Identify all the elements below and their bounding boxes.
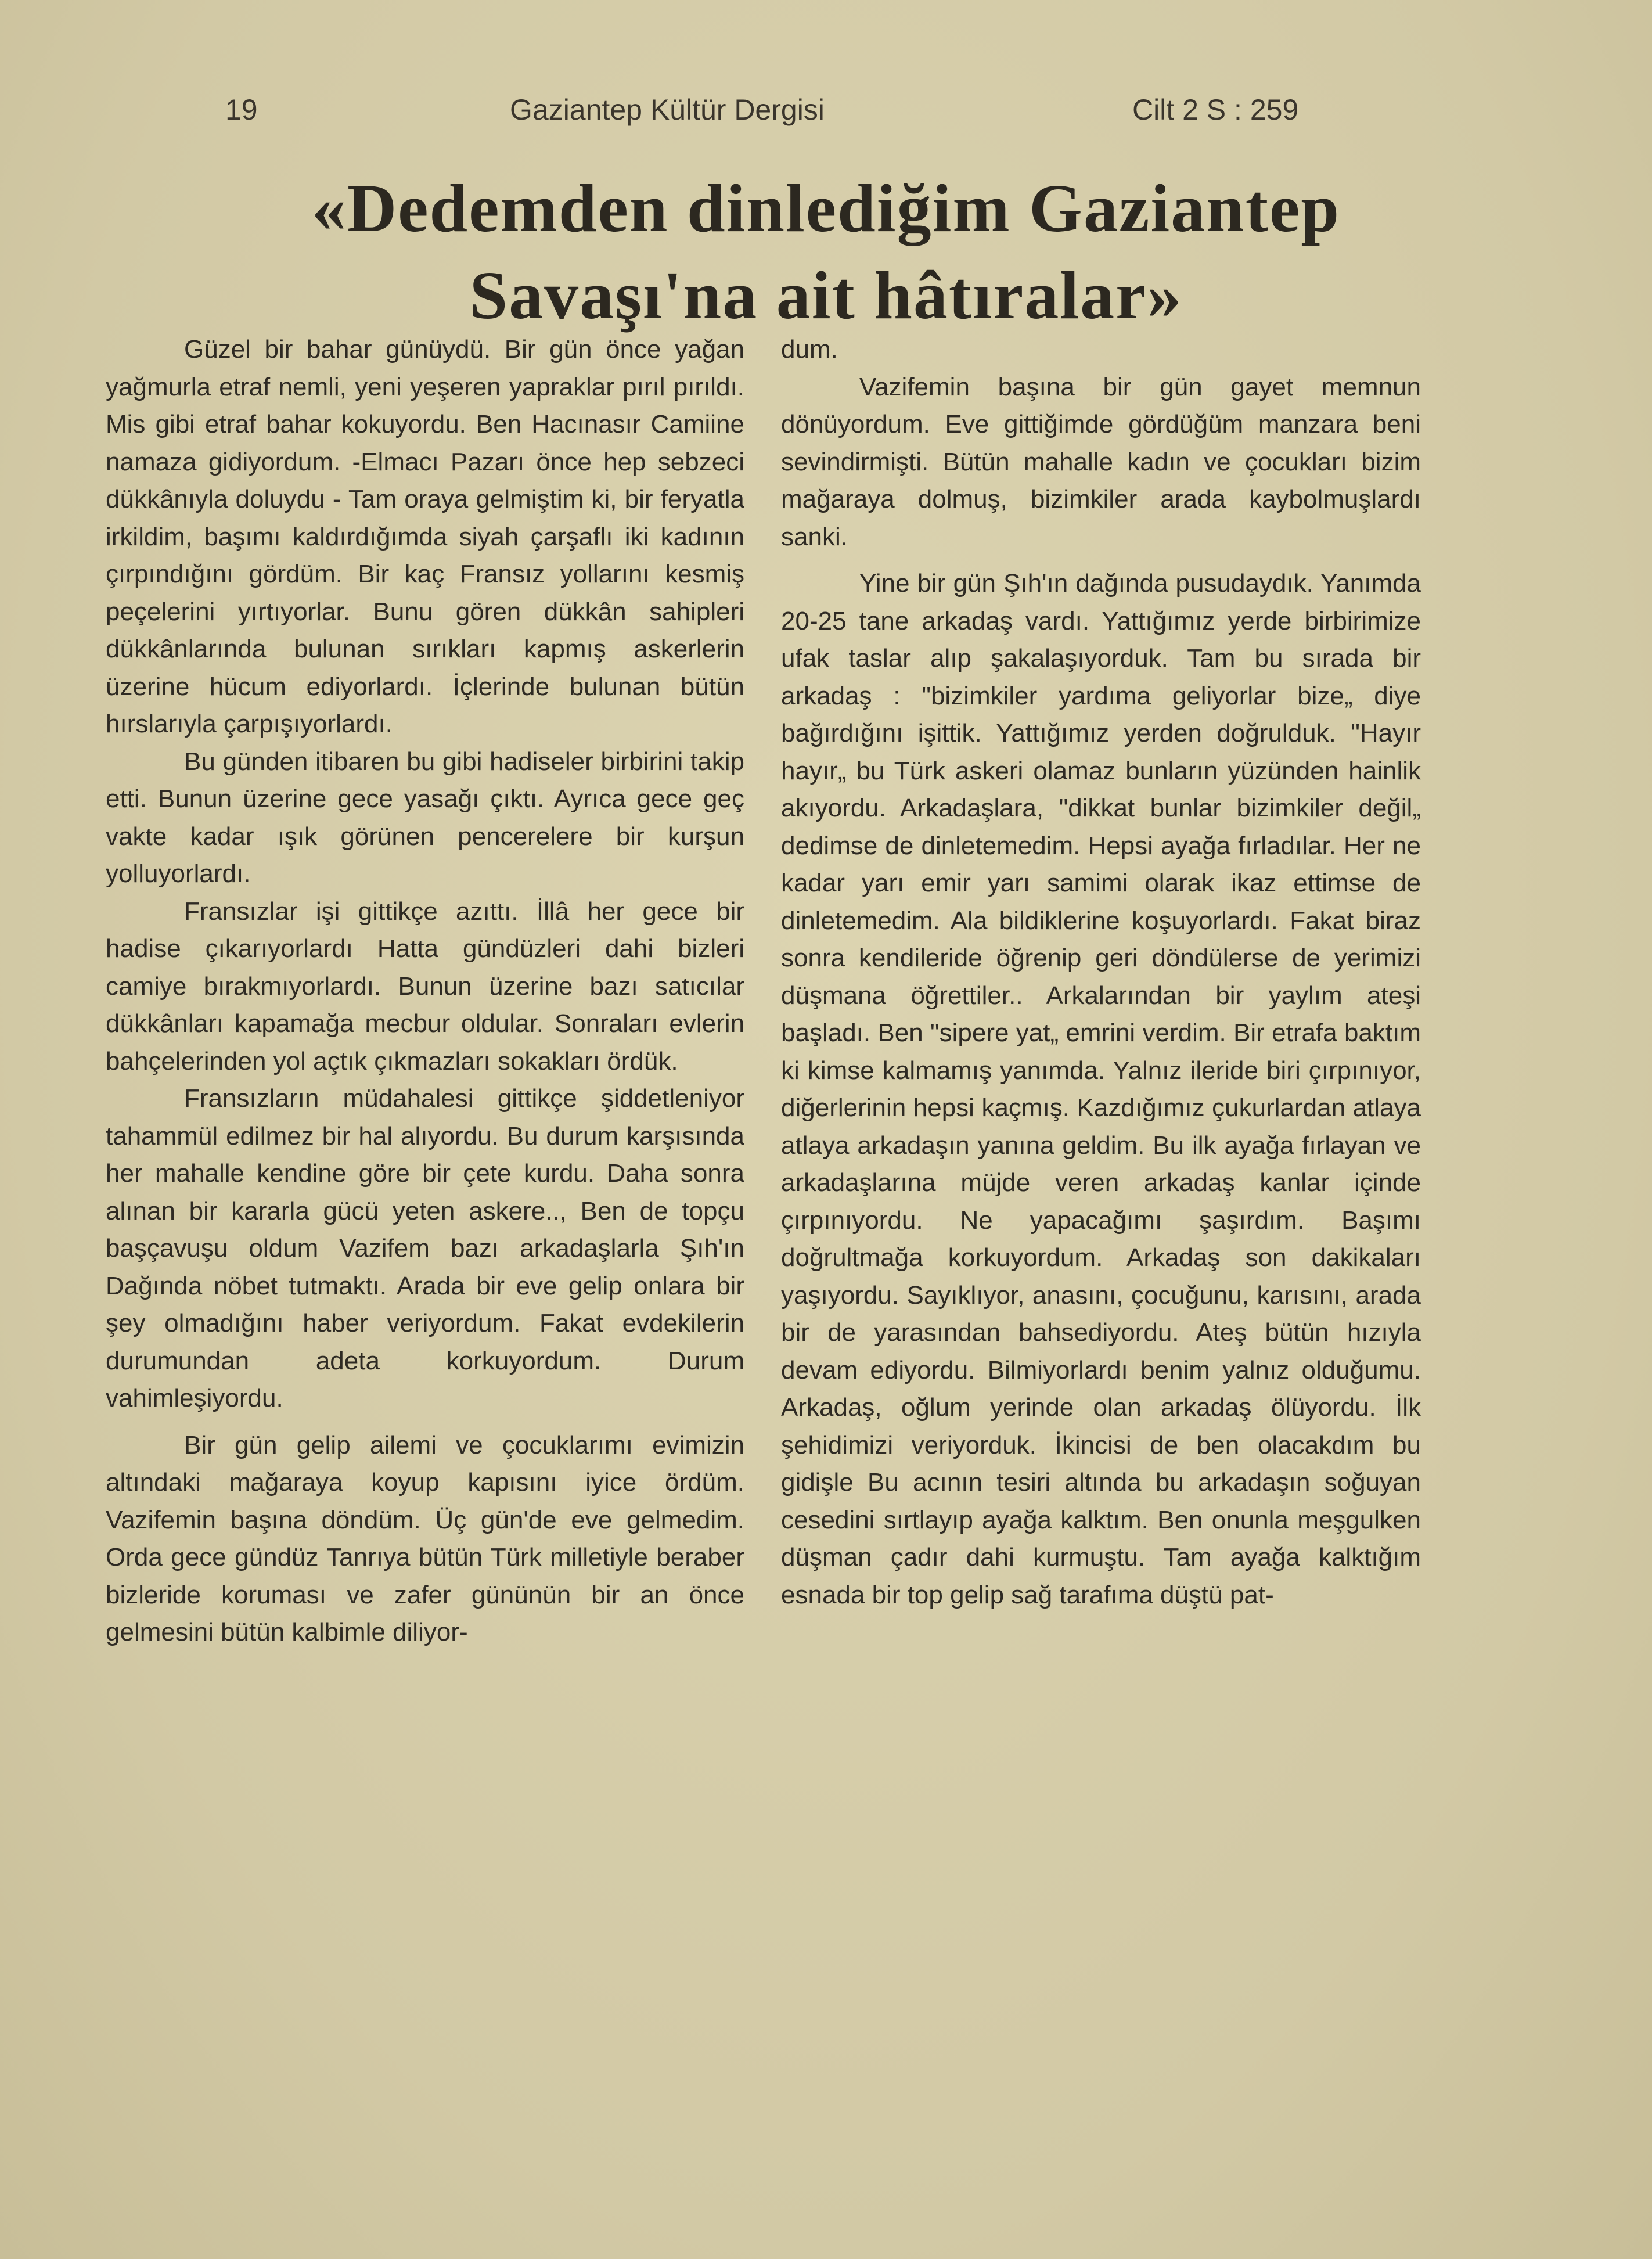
paragraph: Bu günden itibaren bu gibi hadiseler birbirini takip etti. Bunun üzerine gece yasağı çıktı. Ayrıca gece geç vakte kadar ışık görünen pencerelere bir kurşun yolluyorlardı.	[106, 747, 744, 888]
page-number: 19	[225, 93, 258, 126]
paragraph-continuation: dum.	[781, 335, 838, 364]
right-column	[781, 331, 1421, 1614]
paragraph: Vazifemin başına bir gün gayet memnun dönüyordum. Eve gittiğimde gördüğüm manzara beni sevindirmişti. Bütün mahalle kadın ve çocukları bizim mağaraya dolmuş, bizimkiler arada kaybolmuşlardı sanki.	[781, 372, 1421, 551]
journal-name: Gaziantep Kültür Dergisi	[510, 93, 825, 126]
running-header	[0, 93, 1652, 145]
paragraph: Güzel bir bahar günüydü. Bir gün önce yağan yağmurla etraf nemli, yeni yeşeren yapraklar pırıl pırıldı. Mis gibi etraf bahar kokuyordu. Ben Hacınasır Camiine namaza gidiyordum. -Elmacı Pazarı önce hep sebzeci dükkânıyla doluydu - Tam oraya gelmiştim ki, bir feryatla irkildim, başımı kaldırdığımda siyah çarşaflı iki kadının çırpındığını gördüm. Bir kaç Fransız yollarını kesmiş peçelerini yırtıyorlar. Bunu gören dükkân sahipleri dükkânlarında bulunan sırıkları kapmış askerlerin üzerine hücum ediyorlardı. İçlerinde bulunan bütün hırslarıyla çarpışıyorlardı.	[106, 335, 744, 738]
paragraph: Yine bir gün Şıh'ın dağında pusudaydık. Yanımda 20-25 tane arkadaş vardı. Yattığımız yerde birbirimize ufak taslar alıp şakalaşıyorduk. Tam bu sırada bir arkadaş : "bizimkiler yardıma geliyorlar bize„ diye bağırdığını işittik. Yattığımız yerden doğrulduk. "Hayır hayır„ bu Türk askeri olamaz bunların yüzünden hainlik akıyordu. Arkadaşlara, "dikkat bunlar bizimkiler değil„ dedimse de dinletemedim. Hepsi ayağa fırladılar. Her ne kadar yarı emir yarı samimi olarak ikaz ettimse de dinletemedim. Ala bildiklerine koşuyorlardı. Fakat biraz sonra kendileride öğrenip geri döndülerse de yerimizi düşmana öğrettiler.. Arkalarından bir yaylım ateşi başladı. Ben "sipere yat„ emrini verdim. Bir etrafa baktım ki kimse kalmamış yanımda. Yalnız ileride biri çırpınıyor, diğerlerinin hepsi kaçmış. Kazdığımız çukurlardan atlaya atlaya arkadaşın yanına geldim. Bu ilk ayağa fırlayan ve arkadaşlarına müjde veren arkadaş kanlar içinde çırpınıyordu. Ne yapacağımı şaşırdım. Başımı doğrultmağa korkuyordum. Arkadaş son dakikaları yaşıyordu. Sayıklıyor, anasını, çocuğunu, karısını, arada bir de yarasından bahsediyordu. Ateş bütün hızıyla devam ediyordu. Bilmiyorlardı benim yalnız olduğumu. Arkadaş, oğlum yerinde olan arkadaş ölüyordu. İlk şehidimizi veriyorduk. İkincisi de ben olacakdım bu gidişle Bu acının tesiri altında bu arkadaşın soğuyan cesedini sırtlayıp ayağa kalktım. Ben onunla meşgulken düşman çadır dahi kurmuştu. Tam ayağa kalktığım esnada bir top gelip sağ tarafıma düştü pat-	[781, 569, 1421, 1609]
paragraph: Bir gün gelip ailemi ve çocuklarımı evimizin altındaki mağaraya koyup kapısını iyice ördüm. Vazifemin başına döndüm. Üç gün'de eve gelmedim. Orda gece gündüz Tanrıya bütün Türk milletiyle beraber bizleride koruması ve zafer gününün bir an önce gelmesini bütün kalbimle diliyor-	[106, 1430, 744, 1646]
article-title-line-1: «Dedemden dinlediğim Gaziantep	[311, 170, 1341, 246]
left-column	[106, 331, 744, 1652]
paragraph: Fransızlar işi gittikçe azıttı. İllâ her gece bir hadise çıkarıyorlardı Hatta gündüzleri dahi bizleri camiye bırakmıyorlardı. Bunun üzerine bazı satıcılar dükkânları kapamağa mecbur oldular. Sonraları evlerin bahçelerinden yol açtık çıkmazları sokakları ördük.	[106, 897, 744, 1075]
article-title-line-2: Savaşı'na ait hâtıralar»	[469, 257, 1183, 333]
paragraph: Fransızların müdahalesi gittikçe şiddetleniyor tahammül edilmez bir hal alıyordu. Bu durum karşısında her mahalle kendine göre bir çete kurdu. Daha sonra alınan bir kararla gücü yeten askere.., Ben de topçu başçavuşu oldum Vazifem bazı arkadaşlarla Şıh'ın Dağında nöbet tutmaktı. Arada bir eve gelip onlara bir şey olmadığını haber veriyordum. Fakat evdekilerin durumundan adeta korkuyordum. Durum vahimleşiyordu.	[106, 1084, 744, 1412]
volume-issue: Cilt 2 S : 259	[1132, 93, 1299, 126]
